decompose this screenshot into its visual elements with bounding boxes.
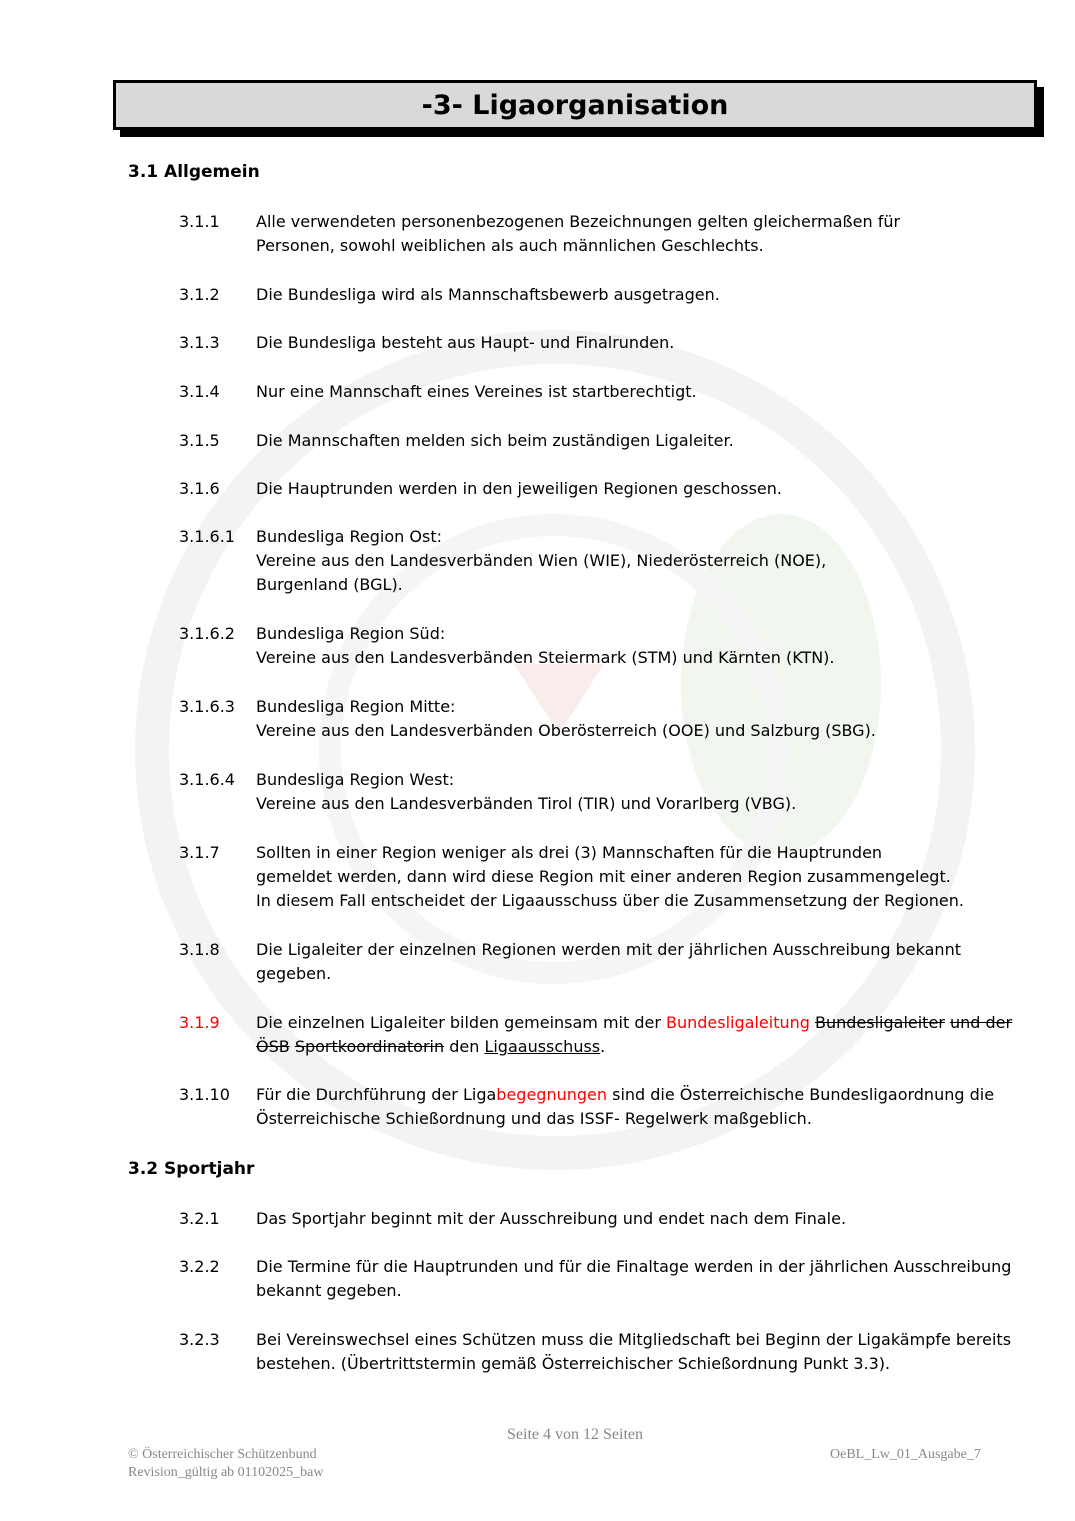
text-run: Die einzelnen Ligaleiter bilden gemeinsam mit der	[256, 1013, 667, 1032]
text-run: Für die Durchführung der Liga	[256, 1085, 497, 1104]
text-line: Das Sportjahr beginnt mit der Ausschreibung und endet nach dem Finale.	[256, 1209, 847, 1228]
text-run: den	[444, 1037, 485, 1056]
text-line	[256, 1035, 1026, 1059]
item-number: 3.1.3	[179, 333, 220, 352]
item-text	[256, 695, 1026, 743]
text-line: Vereine aus den Landesverbänden Steiermark (STM) und Kärnten (KTN).	[256, 648, 835, 667]
underlined-term: Ligaausschuss	[484, 1037, 601, 1056]
item-text	[256, 380, 1026, 404]
item-number: 3.1.8	[179, 940, 220, 959]
item-text	[256, 283, 1026, 307]
text-line: Die Ligaleiter der einzelnen Regionen werden mit der jährlichen Ausschreibung bekannt	[256, 940, 961, 959]
copyright-text: © Österreichischer Schützenbund	[128, 1447, 317, 1462]
text-line: Sollten in einer Region weniger als drei (3) Mannschaften für die Hauptrunden	[256, 843, 883, 862]
item-number: 3.1.7	[179, 843, 220, 862]
item-text	[256, 1011, 1026, 1059]
item-text	[256, 1083, 1026, 1131]
text-line: bekannt gegeben.	[256, 1281, 402, 1300]
item-text	[256, 331, 1026, 355]
item-number: 3.1.4	[179, 382, 220, 401]
chapter-title: -3- Ligaorganisation	[113, 80, 1037, 130]
item-number: 3.2.1	[179, 1209, 220, 1228]
item-number: 3.2.3	[179, 1330, 220, 1349]
chapter-title-box	[113, 80, 1037, 130]
text-line	[256, 1011, 1026, 1035]
text-line: Die Bundesliga besteht aus Haupt- und Finalrunden.	[256, 333, 675, 352]
item-text	[256, 210, 1026, 258]
text-line: Bundesliga Region Süd:	[256, 624, 446, 643]
item-number: 3.1.6.2	[179, 624, 235, 643]
section-heading-sportjahr: 3.2 Sportjahr	[128, 1159, 255, 1179]
item-text	[256, 1207, 1026, 1231]
text-line: Die Bundesliga wird als Mannschaftsbewerb ausgetragen.	[256, 285, 720, 304]
text-line: gegeben.	[256, 964, 332, 983]
item-text	[256, 1328, 1026, 1376]
item-number: 3.1.6.1	[179, 527, 235, 546]
deleted-text: ÖSB	[256, 1037, 290, 1056]
section-heading-allgemein: 3.1 Allgemein	[128, 162, 260, 182]
item-number: 3.1.9	[179, 1013, 220, 1032]
text-line: Bundesliga Region Mitte:	[256, 697, 456, 716]
item-text	[256, 622, 1026, 670]
text-line: Vereine aus den Landesverbänden Oberösterreich (OOE) und Salzburg (SBG).	[256, 721, 876, 740]
item-number: 3.1.1	[179, 212, 220, 231]
text-line: bestehen. (Übertrittstermin gemäß Österreichischer Schießordnung Punkt 3.3).	[256, 1354, 891, 1373]
item-number: 3.1.6	[179, 479, 220, 498]
text-line: Alle verwendeten personenbezogenen Bezeichnungen gelten gleichermaßen für	[256, 212, 901, 231]
deleted-text: Sportkoordinatorin	[294, 1037, 445, 1056]
text-line: Österreichische Schießordnung und das ISSF- Regelwerk maßgeblich.	[256, 1109, 812, 1128]
item-number: 3.1.10	[179, 1085, 230, 1104]
revision-text: Revision_gültig ab 01102025_baw	[128, 1465, 324, 1480]
text-line: Die Termine für die Hauptrunden und für die Finaltage werden in der jährlichen Ausschreibung	[256, 1257, 1012, 1276]
item-text	[256, 1255, 1026, 1303]
item-text	[256, 525, 1026, 597]
item-text	[256, 938, 1026, 986]
text-line: gemeldet werden, dann wird diese Region mit einer anderen Region zusammengelegt.	[256, 867, 951, 886]
text-line: Bundesliga Region West:	[256, 770, 455, 789]
text-line: Die Mannschaften melden sich beim zuständigen Ligaleiter.	[256, 431, 734, 450]
item-text	[256, 477, 1026, 501]
text-line: Vereine aus den Landesverbänden Tirol (TIR) und Vorarlberg (VBG).	[256, 794, 797, 813]
text-line: In diesem Fall entscheidet der Ligaausschuss über die Zusammensetzung der Regionen.	[256, 891, 964, 910]
footer-left	[128, 1446, 323, 1482]
item-number: 3.1.2	[179, 285, 220, 304]
text-line	[256, 1083, 1026, 1107]
item-number: 3.2.2	[179, 1257, 220, 1276]
item-number: 3.1.6.4	[179, 770, 235, 789]
document-id: OeBL_Lw_01_Ausgabe_7	[830, 1447, 981, 1462]
item-text	[256, 768, 1026, 816]
text-run: sind die Österreichische Bundesligaordnung die	[607, 1085, 995, 1104]
text-line: Vereine aus den Landesverbänden Wien (WIE), Niederösterreich (NOE),	[256, 551, 827, 570]
item-number: 3.1.6.3	[179, 697, 235, 716]
deleted-text: und der	[949, 1013, 1013, 1032]
item-text	[256, 429, 1026, 453]
inserted-text: begegnungen	[496, 1085, 608, 1104]
deleted-text: Bundesligaleiter	[815, 1013, 945, 1032]
text-line: Personen, sowohl weiblichen als auch männlichen Geschlechts.	[256, 236, 764, 255]
text-line: Die Hauptrunden werden in den jeweiligen Regionen geschossen.	[256, 479, 782, 498]
inserted-text: Bundesligaleitung	[666, 1013, 810, 1032]
text-line: Bei Vereinswechsel eines Schützen muss die Mitgliedschaft bei Beginn der Ligakämpfe bereits	[256, 1330, 1012, 1349]
item-text	[256, 841, 1026, 913]
item-number: 3.1.5	[179, 431, 220, 450]
text-line: Nur eine Mannschaft eines Vereines ist startberechtigt.	[256, 382, 697, 401]
text-run: .	[600, 1037, 606, 1056]
text-line: Burgenland (BGL).	[256, 575, 403, 594]
text-line: Bundesliga Region Ost:	[256, 527, 442, 546]
page-number: Seite 4 von 12 Seiten	[507, 1426, 643, 1443]
